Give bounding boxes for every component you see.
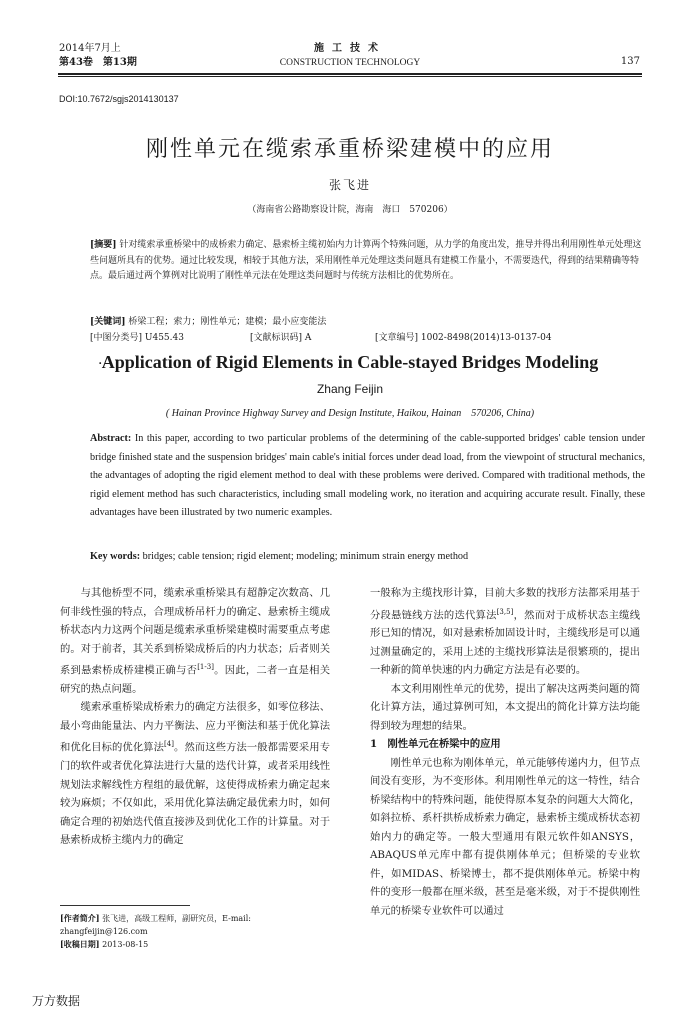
keywords-cn-label: [关键词] xyxy=(90,317,126,327)
received-date: [收稿日期] 2013-08-15 xyxy=(60,939,149,949)
header-rule-thin xyxy=(58,76,642,77)
section-heading: 1 刚性单元在桥梁中的应用 xyxy=(370,738,501,751)
running-header-left xyxy=(59,42,137,70)
page-number: 137 xyxy=(620,56,640,67)
title-cn: 刚性单元在缆索承重桥梁建模中的应用 xyxy=(145,137,554,162)
paragraph: 本文利用刚性单元的优势，提出了解决这两类问题的简化计算方法，通过算例可知，本文提出的简化计算方法均能得到较为理想的结果。 xyxy=(370,682,640,732)
abstract-en-text: In this paper, according to two particular problems of the determining of the cable-supported bridges' cable tension under bridge finished state and the suspension bridges' main cable's initial forces under dead load, from the viewpoint of structural mechanics, the advantages of adopting the rigid element method to deal with these problems were derived. Compared with traditional methods, the rigid element method has such characteristics, including small modeling work, no iteration and acquiring accurate result. Finally, these advantages have been illustrated by two numeric examples. xyxy=(90,433,646,518)
paragraph: 缆索承重桥梁成桥索力的确定方法很多，如零位移法、最小弯曲能量法、内力平衡法、应力平衡法和基于优化算法和优化目标的优化算法[4]。然而这些方法一般都需要采用专门的软件或者优化算法进行大量的迭代计算，或者采用线性规划法求解线性方程组的最优解，这使得成桥索力确定起来较为麻烦；不仅如此，采用优化算法确定最优索力时，如何确定合理的初始迭代值直接涉及到优化工作的计算量。对于悬索桥成桥主缆内力的确定 xyxy=(60,701,330,847)
keywords-cn xyxy=(90,315,645,330)
wanfang-watermark: 万方数据 xyxy=(32,994,81,1008)
footnote xyxy=(60,912,335,951)
issue-date: 2014年7月上 xyxy=(59,43,121,54)
citation: [4] xyxy=(164,740,174,749)
citation: [1-3] xyxy=(197,663,214,671)
abstract-en xyxy=(90,430,645,523)
keywords-en xyxy=(90,551,645,562)
journal-name-en: CONSTRUCTION TECHNOLOGY xyxy=(279,58,421,68)
abstract-cn xyxy=(90,238,645,285)
author-bio: [作者简介] 张飞进，高级工程师，副研究员，E-mail: zhangfeijin@126.com xyxy=(60,913,251,936)
affiliation-en: ( Hainan Province Highway Survey and Design Institute, Haikou, Hainan 570206, China) xyxy=(165,408,535,419)
footnote-rule xyxy=(60,905,190,906)
abstract-cn-label: [摘要] xyxy=(90,240,117,250)
title-en: Application of Rigid Elements in Cable-stayed Bridges Modeling xyxy=(101,352,599,372)
body-column-right xyxy=(370,584,640,920)
header-rule xyxy=(58,73,642,75)
body-column-left xyxy=(60,584,330,850)
author-cn: 张飞进 xyxy=(328,178,371,192)
keywords-en-label: Key words: xyxy=(90,551,141,562)
clc-number: [中图分类号] U455.43 xyxy=(90,333,184,343)
paragraph: 一般称为主缆找形计算，目前大多数的找形方法都采用基于分段悬链线方法的迭代算法[3,5]，然而对于成桥状态主缆线形已知的情况，如对悬索桥加固设计时，主缆线形是可以通过测量确定的，采用上述的主缆找形算法是很繁琐的，提出一种新的简单快速的内力确定方法是有必要的。 xyxy=(370,587,641,677)
journal-name-cn: 施工技术 xyxy=(314,43,386,54)
doi: DOI:10.7672/sgjs2014130137 xyxy=(59,94,179,104)
document-code: [文献标识码] A xyxy=(250,333,312,343)
keywords-cn-text: 桥梁工程；索力；刚性单元；建模；最小应变能法 xyxy=(128,317,327,327)
paragraph: 与其他桥型不同，缆索承重桥梁具有超静定次数高、几何非线性强的特点，合理成桥吊杆力的确定、悬索桥主缆成桥状态内力这两个问题是缆索承重桥梁建模时需要重点考虑的。对于前者，其关系到桥梁成桥后的内力状态；后者则关系到悬索桥成桥建模正确与否[1-3]。因此，二者一直是相关研究的热点问题。 xyxy=(60,587,331,695)
affiliation-cn: （海南省公路勘察设计院，海南 海口 570206） xyxy=(247,205,453,215)
abstract-en-label: Abstract: xyxy=(90,433,132,444)
running-header-journal xyxy=(240,42,460,70)
article-number: [文章编号] 1002-8498(2014)13-0137-04 xyxy=(375,333,552,343)
paragraph: 刚性单元也称为刚体单元，单元能够传递内力，但节点间没有变形，为不变形体。利用刚性单元的这一特性，结合桥梁结构中的特殊问题，能使得原本复杂的问题大大简化，如斜拉桥、系杆拱桥成桥索力确定，悬索桥主缆成桥状态初始内力的确定等。一般大型通用有限元软件如ANSYS，ABAQUS单元库中都有提供刚体单元；但桥梁的专业软件，如MIDAS、桥梁博士，都不提供刚体单元。桥梁中构件的变形一般都在厘米级，甚至是毫米级，对于不提供刚性单元的桥梁专业软件可以通过 xyxy=(370,756,640,917)
abstract-cn-text: 针对缆索承重桥梁中的成桥索力确定、悬索桥主缆初始内力计算两个特殊问题，从力学的角度出发，推导并得出利用刚性单元处理这些问题所具有的优势。通过比较发现，相较于其他方法，采用刚性单元处理这类问题具有建模工作量小，不需要迭代，得到的结果精确等特点。最后通过两个算例对比说明了刚性单元法在处理这类问题时与传统方法相比的优势所在。 xyxy=(90,240,642,281)
volume-issue: 第43卷 第13期 xyxy=(59,57,137,68)
author-en: Zhang Feijin xyxy=(316,382,384,396)
keywords-en-text: bridges; cable tension; rigid element; modeling; minimum strain energy method xyxy=(142,551,469,562)
citation: [3,5] xyxy=(496,607,514,616)
title-bullet-icon: · xyxy=(98,356,103,372)
